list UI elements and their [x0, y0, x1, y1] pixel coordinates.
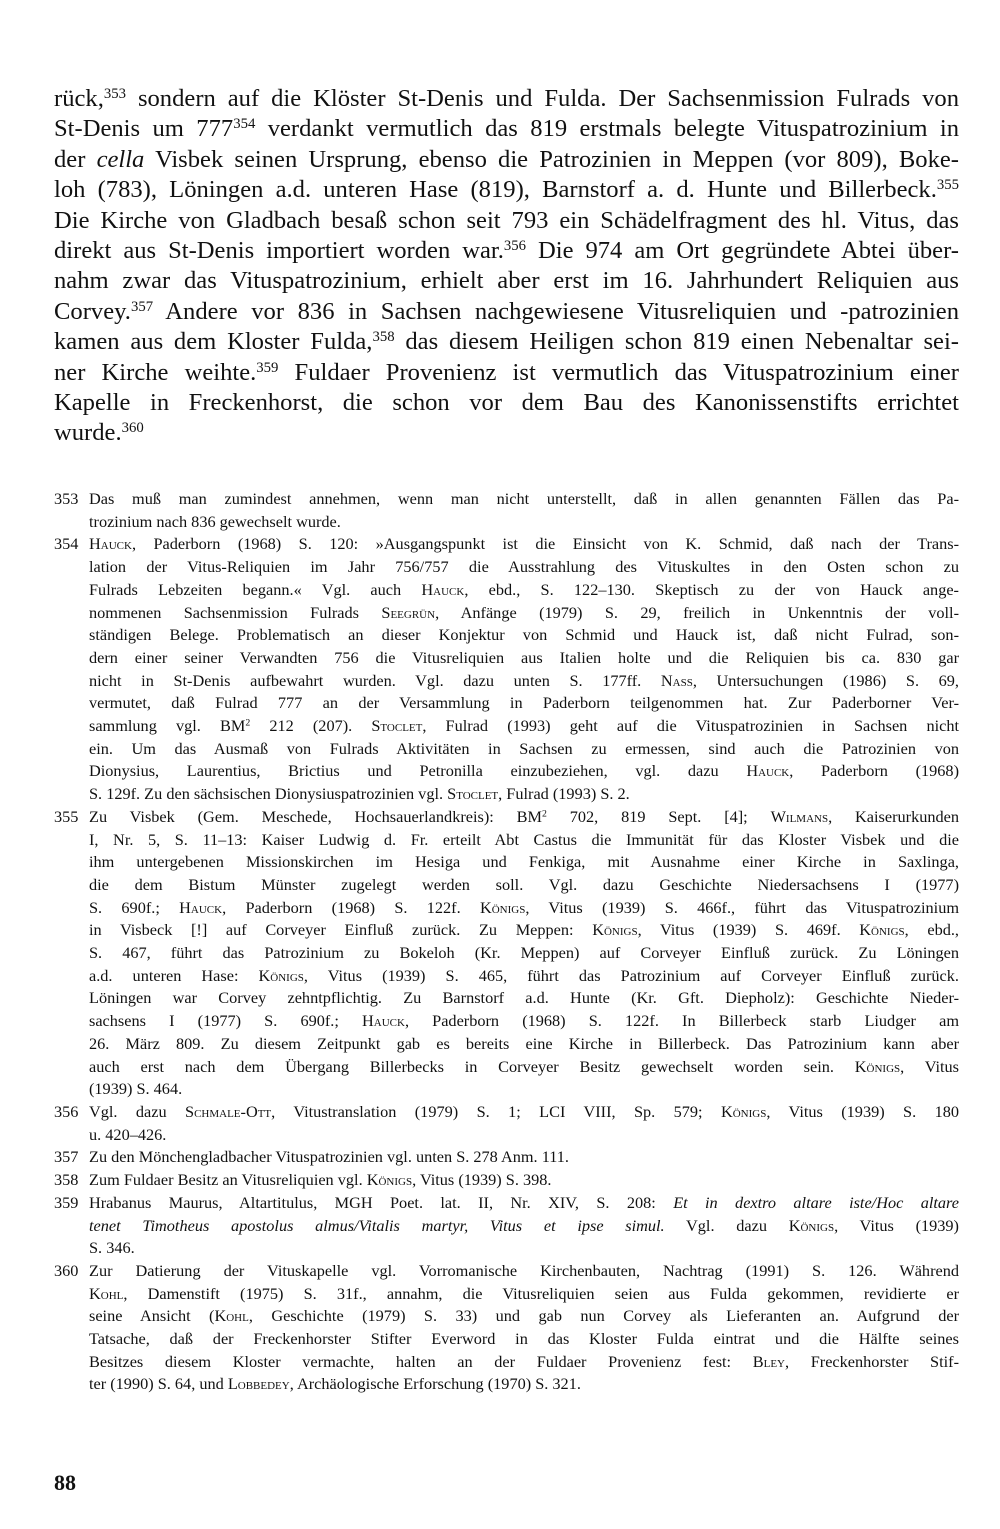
author-name: Bley: [752, 1351, 785, 1371]
author-name: Kohl: [214, 1306, 249, 1326]
text-line: der cella Visbek seinen Ursprung, ebenso die Patrozinien in Meppen (vor 809), Boke-: [54, 145, 959, 173]
footnote-text: Hrabanus Maurus, Altartitulus, MGH Poet. lat. II, Nr. XIV, S. 208: Et in dextro altare iste/Hoc altare tenet Timotheus apostolus almus/Vitalis martyr, Vitus et ipse simul. Vgl. dazu Königs, Vitus (1939) S. 346.: [89, 1192, 959, 1258]
author-name: Königs: [258, 965, 304, 985]
footnote-text: Hauck, Paderborn (1968) S. 120: »Ausgangspunkt ist die Einsicht von K. Schmid, daß nach der Trans- lation der Vitus-Reliquien im Jahr 756/757 die Ausstrahlung des Vituskultes in den Osten schon zu Fulrads Lebzeiten begann.« Vgl. auch Hauck, ebd., S. 122–130. Skeptisch zu der von Hauck ange- nommenen Sachsenmission Fulrads Seegrün, Anfänge (1979) S. 29, freilich in Unkenntnis der voll- ständigen Belege. Problematisch an dieser Konjektur von Schmid und Hauck ist, daß nicht Fulrad, son- dern einer seiner Verwandten 756 die Vitusreliquien aus Italien holte und die Reliquien bis ca. 830 gar nicht in St-Denis aufbewahrt wurden. Vgl. dazu unten S. 177ff. Nass, Untersuchungen (1986) S. 69, vermutet, daß Fulrad 777 an der Versammlung in Paderborn teilgenommen hat. Zur Paderborner Ver- sammlung vgl. $BM^2$ 212 (207). Stoclet, Fulrad (1993) geht auf die Vituspatrozinien in Sachsen nicht ein. Um das Ausmaß von Fulrads Aktivitäten in Sachsen zu ermessen, sind auch die Patrozinien von Dionysius, Laurentius, Brictius und Petronilla einzubeziehen, vgl. dazu Hauck, Paderborn (1968) S. 129f. Zu den sächsischen Dionysiuspatrozinien vgl. Stoclet, Fulrad (1993) S. 2.: [89, 534, 960, 804]
author-name: Königs: [479, 897, 526, 917]
text-line: ner Kirche weihte.$^{359}$ Fuldaer Provenienz ist vermutlich das Vituspatrozinium einer: [54, 358, 959, 386]
author-name: Seegrün: [381, 602, 436, 622]
footnote-354: [54, 533, 959, 805]
author-name: Stoclet: [447, 784, 499, 804]
footnote-355: [54, 806, 959, 1101]
footnote-text: Das muß man zumindest annehmen, wenn man nicht unterstellt, daß in allen genannten Fällen das Pa- trozinium nach 836 gewechselt wurde.: [89, 489, 959, 531]
author-name: Hauck: [179, 897, 223, 917]
author-name: Schmale-Ott: [185, 1101, 272, 1121]
footnote-358: [54, 1169, 959, 1192]
footnote-number: 359: [54, 1192, 79, 1212]
text-line: St-Denis um $777^{354}$ verdankt vermutlich das 819 erstmals belegte Vituspatrozinium in: [54, 115, 959, 143]
footnote-ref[interactable]: 354: [233, 116, 256, 133]
footnote-number: 354: [54, 534, 79, 554]
footnote-356: [54, 1101, 959, 1146]
footnote-text: Zum Fuldaer Besitz an Vitusreliquien vgl. Königs, Vitus (1939) S. 398.: [89, 1170, 552, 1190]
footnotes-section: [54, 488, 959, 1396]
author-name: Königs: [859, 920, 905, 940]
footnote-ref[interactable]: 357: [130, 298, 154, 315]
footnote-text: Vgl. dazu Schmale-Ott, Vitustranslation (1979) S. 1; LCI VIII, Sp. 579; Königs, Vitus (1939) S. 180 u. 420–426.: [89, 1101, 959, 1144]
text-line: loh (783), Löningen a.d. unteren Hase (819), Barnstorf a. d. Hunte und Billerbeck.$^{355}$: [54, 176, 959, 204]
footnote-ref[interactable]: 360: [121, 420, 144, 437]
author-name: Hauck: [362, 1011, 405, 1031]
main-text-block: [54, 84, 959, 449]
text-line: Kapelle in Freckenhorst, die schon vor dem Bau des Kanonissenstifts errichtet: [54, 389, 959, 417]
author-name: Königs: [854, 1056, 901, 1076]
author-name: Hauck: [421, 579, 465, 599]
footnote-number: 353: [54, 489, 79, 508]
footnote-ref[interactable]: 356: [503, 237, 526, 254]
footnote-number: 356: [54, 1101, 79, 1121]
text-line: wurde.$^{360}$: [54, 419, 144, 447]
author-name: Königs: [788, 1215, 835, 1235]
footnote-359: [54, 1192, 959, 1260]
footnote-ref[interactable]: 355: [936, 177, 959, 194]
footnote-text: Zu Visbek (Gem. Meschede, Hochsauerlandkreis): $BM^2$ 702, 819 Sept. [4]; Wilmans, Kaiserurkunden I, Nr. 5, S. 11–13: Kaiser Ludwig d. Fr. erteilt Abt Castus die Immunität für das Kloster Visbek und die ihm untergebenen Missionskirchen im Hesiga und Fenkiga, mit Ausnahme einer Kirche in Saxlinga, die dem Bistum Münster zugelegt werden soll. Vgl. dazu Geschichte Niedersachsens I (1977) S. 690f.; Hauck, Paderborn (1968) S. 122f. Königs, Vitus (1939) S. 466f., führt das Vituspatrozinium in Visbeck [!] auf Corveyer Einfluß zurück. Zu Meppen: Königs, Vitus (1939) S. 469f. Königs, ebd., S. 467, führt das Patrozinium zu Bokeloh (Kr. Meppen) auf Corveyer Einfluß zurück. Zu Löningen a.d. unteren Hase: Königs, Vitus (1939) S. 465, führt das Patrozinium auf Corveyer Einfluß zurück. Löningen war Corvey zehntpflichtig. Zu Barnstorf a.d. Hunte (Kr. Gft. Diepholz): Geschichte Nieder- sachsens I (1977) S. 690f.; Hauck, Paderborn (1968) S. 122f. In Billerbeck starb Liudger am 26. März 809. Zu diesem Zeitpunkt gab es bereits eine Kirche in Billerbeck. Das Patrozinium kann aber auch erst nach dem Übergang Billerbecks in Corveyer Besitz gewechselt worden sein. Königs, Vitus (1939) S. 464.: [89, 806, 960, 1099]
text-line: rück,$^{353}$ sondern auf die Klöster St-Denis und Fulda. Der Sachsenmission Fulrads von: [54, 85, 959, 112]
author-name: Stoclet: [371, 716, 423, 736]
author-name: Königs: [366, 1170, 413, 1190]
footnote-ref[interactable]: 353: [103, 85, 126, 102]
text-line: kamen aus dem Kloster Fulda,$^{358}$ das diesem Heiligen schon 819 einen Nebenaltar sei-: [54, 328, 959, 356]
author-name: Lobbedey: [227, 1374, 290, 1394]
footnote-number: 358: [54, 1170, 79, 1190]
footnote-number: 360: [54, 1260, 79, 1280]
text-line: Corvey.$^{357}$ Andere vor 836 in Sachsen nachgewiesene Vitusreliquien und -patrozinien: [54, 297, 959, 325]
author-name: Kohl: [89, 1283, 124, 1303]
footnote-text: Zu den Mönchengladbacher Vituspatrozinien vgl. unten S. 278 Anm. 111.: [89, 1147, 569, 1167]
footnote-ref[interactable]: 358: [372, 329, 395, 346]
footnote-ref[interactable]: 359: [256, 359, 279, 376]
footnote-number: 357: [54, 1147, 79, 1167]
footnote-353: [54, 488, 959, 533]
footnote-360: [54, 1260, 959, 1396]
footnote-number: 355: [54, 806, 79, 826]
text-line: direkt aus St-Denis importiert worden war.$^{356}$ Die 974 am Ort gegründete Abtei über-: [54, 237, 959, 265]
author-name: Hauck: [89, 534, 132, 554]
author-name: Hauck: [746, 761, 790, 781]
footnote-357: [54, 1146, 959, 1169]
text-line: Die Kirche von Gladbach besaß schon seit 793 ein Schädelfragment des hl. Vitus, das: [54, 206, 959, 234]
page-number: 88: [54, 1470, 76, 1495]
author-name: Wilmans: [770, 806, 829, 826]
author-name: Nass: [660, 670, 693, 690]
author-name: Königs: [720, 1101, 767, 1121]
author-name: Königs: [592, 920, 638, 940]
text-line: nahm zwar das Vituspatrozinium, erhielt aber erst im 16. Jahrhundert Reliquien aus: [54, 267, 959, 295]
footnote-text: Zur Datierung der Vituskapelle vgl. Vorromanische Kirchenbauten, Nachtrag (1991) S. 126. Während Kohl, Damenstift (1975) S. 31f., annahm, die Vitusreliquien seien aus Fulda gekommen, revidierte er seine Ansicht (Kohl, Geschichte (1979) S. 33) und gab nun Corvey als Lieferanten an. Aufgrund der Tatsache, daß der Freckenhorster Stifter Everword in das Kloster Fulda eintrat und die Hälfte seines Besitzes diesem Kloster vermachte, halten an der Fuldaer Provenienz fest: Bley, Freckenhorster Stif- ter (1990) S. 64, und Lobbedey, Archäologische Erforschung (1970) S. 321.: [89, 1260, 960, 1394]
